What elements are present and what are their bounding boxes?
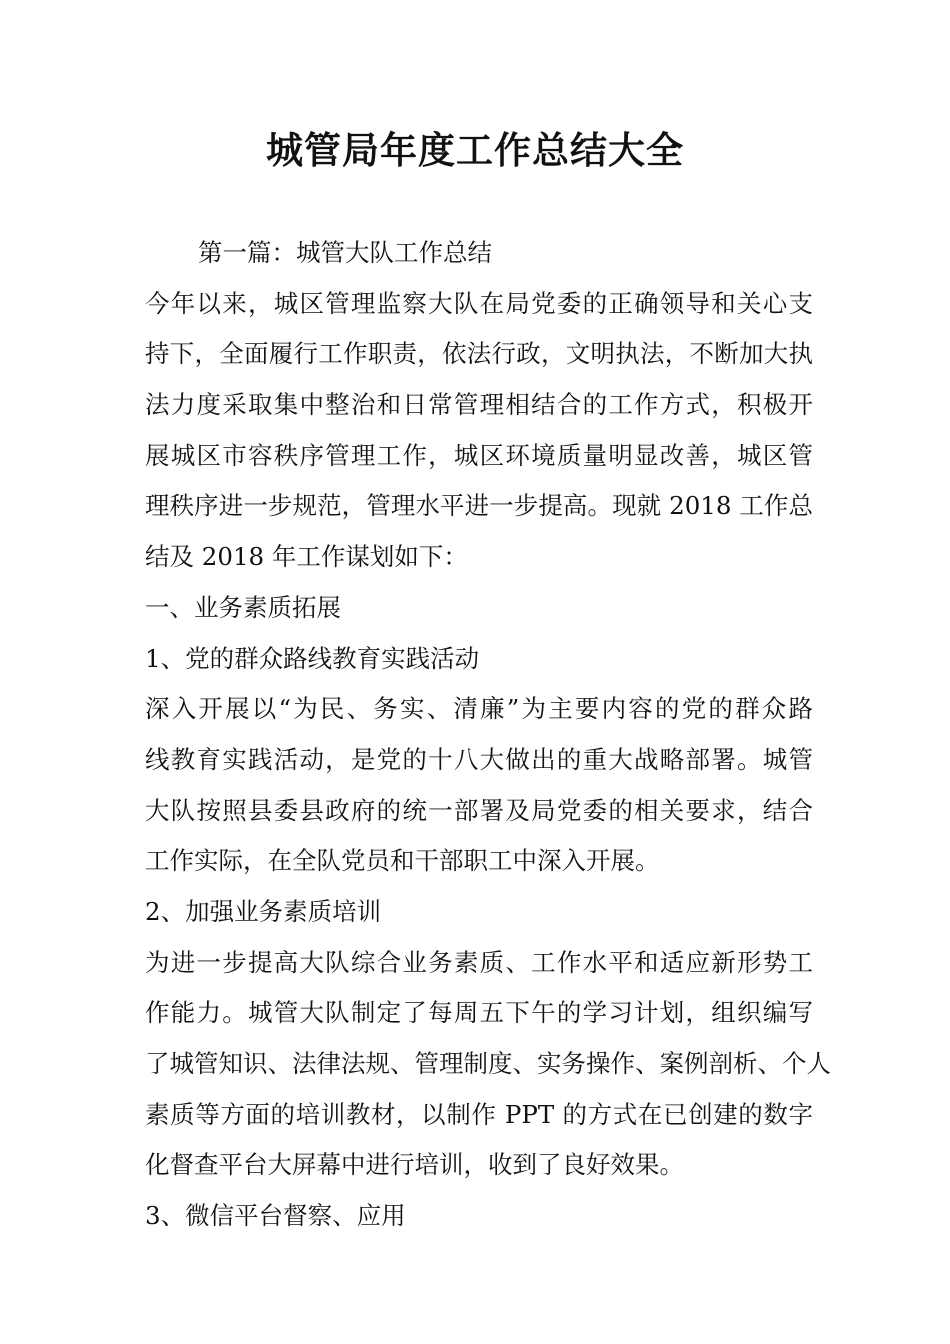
- paragraph-line: 结及 2018 年工作谋划如下：: [145, 542, 468, 572]
- section-heading: 一、业务素质拓展: [145, 592, 341, 622]
- paragraph-line: 法力度采取集中整治和日常管理相结合的工作方式，积极开: [145, 390, 813, 420]
- paragraph-line: 了城管知识、法律法规、管理制度、实务操作、案例剖析、个人: [145, 1049, 831, 1078]
- section-heading: 第一篇：城管大队工作总结: [198, 238, 492, 267]
- paragraph-line: 工作实际，在全队党员和干部职工中深入开展。: [145, 846, 660, 876]
- paragraph-line: 作能力。城管大队制定了每周五下午的学习计划，组织编写: [145, 998, 813, 1028]
- paragraph-line: 为进一步提高大队综合业务素质、工作水平和适应新形势工: [145, 947, 813, 977]
- subsection-heading: 1、党的群众路线教育实践活动: [145, 643, 480, 673]
- paragraph-line: 今年以来，城区管理监察大队在局党委的正确领导和关心支: [145, 288, 813, 318]
- paragraph-line: 化督查平台大屏幕中进行培训，收到了良好效果。: [145, 1150, 684, 1180]
- paragraph-line: 理秩序进一步规范，管理水平进一步提高。现就 2018 工作总: [145, 491, 813, 521]
- document-body: [145, 228, 831, 1242]
- paragraph-line: 素质等方面的培训教材，以制作 PPT 的方式在已创建的数字: [145, 1099, 813, 1129]
- document-title: 城管局年度工作总结大全: [266, 128, 684, 172]
- subsection-heading: 2、加强业务素质培训: [145, 896, 382, 926]
- paragraph-line: 深入开展以“为民、务实、清廉”为主要内容的党的群众路: [145, 694, 813, 724]
- paragraph-line: 持下，全面履行工作职责，依法行政，文明执法，不断加大执: [145, 339, 813, 369]
- paragraph-line: 展城区市容秩序管理工作，城区环境质量明显改善，城区管: [145, 440, 813, 470]
- subsection-heading: 3、微信平台督察、应用: [145, 1201, 406, 1231]
- paragraph-line: 大队按照县委县政府的统一部署及局党委的相关要求，结合: [145, 795, 813, 825]
- paragraph-line: 线教育实践活动，是党的十八大做出的重大战略部署。城管: [145, 744, 813, 774]
